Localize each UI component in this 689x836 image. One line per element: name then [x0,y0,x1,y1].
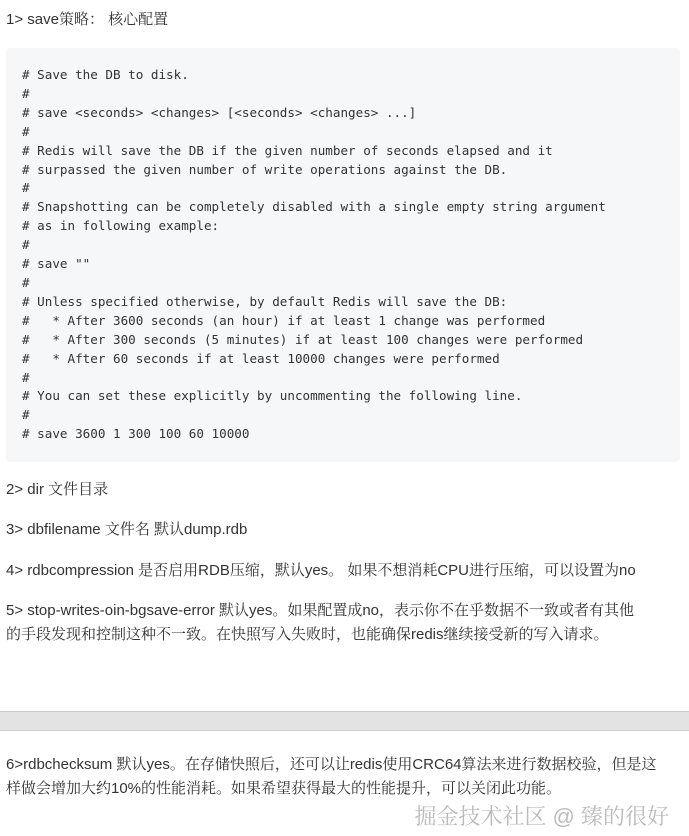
code-line: # You can set these explicitly by uncommenting the following line. [22,388,523,404]
item-rdbchecksum-line2: 样做会增加大约10%的性能消耗。如果希望获得最大的性能提升，可以关闭此功能。 [6,780,562,797]
code-block [6,48,680,462]
code-line: # Unless specified otherwise, by default Redis will save the DB: [22,293,508,309]
item-rdbcompression: 4> rdbcompression 是否启用RDB压缩，默认yes。 如果不想消耗CPU进行压缩，可以设置为no [6,562,636,579]
code-line: # Snapshotting can be completely disabled with a single empty string argument [22,199,606,215]
code-line: # * After 60 seconds if at least 10000 changes were performed [22,350,500,366]
code-line: # save 3600 1 300 100 60 10000 [22,426,250,442]
heading-save-strategy: 1> save策略： 核心配置 [6,11,169,28]
code-line: # [22,123,30,139]
code-line: # * After 300 seconds (5 minutes) if at least 100 changes were performed [22,331,584,347]
code-line: # [22,237,30,253]
code-line: # save "" [22,256,91,272]
item-stop-writes-line1: 5> stop-writes-oin-bgsave-error 默认yes。如果配置成no，表示你不在乎数据不一致或者有其他 [6,602,635,619]
item-dir: 2> dir 文件目录 [6,481,109,498]
code-line: # * After 3600 seconds (an hour) if at least 1 change was performed [22,312,546,328]
item-stop-writes-line2: 的手段发现和控制这种不一致。在快照写入失败时，也能确保redis继续接受新的写入请求。 [6,626,609,643]
item-rdbchecksum-line1: 6>rdbchecksum 默认yes。在存储快照后，还可以让redis使用CRC64算法来进行数据校验，但是这 [6,756,657,773]
code-line: # [22,369,30,385]
code-line: # save <seconds> <changes> [<seconds> <changes> ...] [22,104,417,120]
watermark: 掘金技术社区 @ 臻的很好 [414,804,669,829]
item-dbfilename: 3> dbfilename 文件名 默认dump.rdb [6,521,248,538]
code-line: # [22,274,30,290]
code-line: # [22,407,30,423]
code-content [22,66,680,444]
code-line: # Save the DB to disk. [22,67,189,82]
code-line: # [22,180,30,196]
code-line: # as in following example: [22,218,220,234]
code-line: # [22,85,30,101]
code-line: # Redis will save the DB if the given number of seconds elapsed and it [22,142,553,158]
code-line: # surpassed the given number of write operations against the DB. [22,161,508,177]
page-separator [0,711,689,731]
